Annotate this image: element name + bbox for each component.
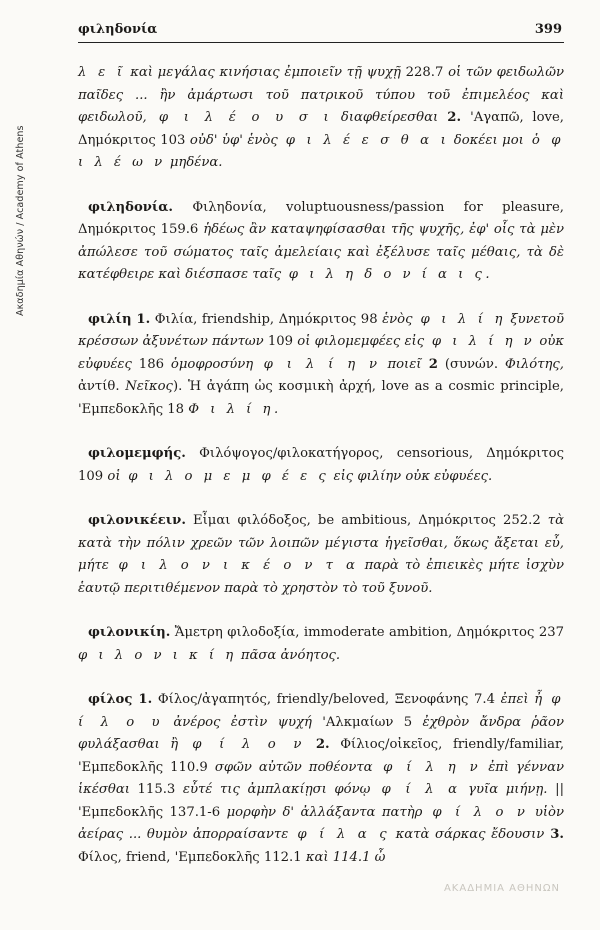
headword: φιληδονία. <box>88 199 174 215</box>
headword: φιλομεμφής. <box>88 446 186 461</box>
watermark: ΑΚΑΔΗΜΙΑ ΑΘΗΝΩΝ <box>443 883 560 894</box>
page-header <box>78 20 564 43</box>
page-number: 399 <box>534 22 562 37</box>
headword: φιλονικίη. <box>88 625 171 640</box>
headword: φιλονικέειν. <box>88 513 186 528</box>
headword: φιλίη <box>88 311 132 327</box>
side-credit <box>12 46 26 316</box>
running-head: φιληδονία <box>78 22 158 37</box>
entry-philos: φίλος 1. Φίλος/ἀγαπητός, friendly/beloved, Ξενοφάνης 7.4 ἐπεὶ ἦ φ ί λ ο υ ἀνέρος ἐστὶν ψυχή 'Αλκμαίων 5 ἐχθρὸν ἄνδρα ῥᾶον φυλάξασθαι ἢ φ ί λ ο ν 2. Φίλιος/οἰκεῖος, friendly/familiar, 'Εμπεδοκλῆς 110.9 σφῶν αὐτῶν ποθέοντα φ ί λ η ν ἐπὶ γένναν ἱκέσθαι 115.3 εὖτέ τις ἀμπλακίῃσι φόνῳ φ ί λ α γυῖα μιήνῃ. || 'Εμπεδοκλῆς 137.1-6 μορφὴν δ' ἀλλάξαντα πατὴρ φ ί λ ο ν υἱὸν ἀείρας ... θυμὸν ἀπορραίσαντε φ ί λ α ς κατὰ σάρκας ἔδουσιν 3. Φίλος, friend, 'Εμπεδοκλῆς 112.1 καὶ 114.1 ὦ <box>78 692 565 865</box>
entry-philonikeein: φιλονικέειν. Εἶμαι φιλόδοξος, be ambitious, Δημόκριτος 252.2 τὰ κατὰ τὴν πόλιν χρεῶν τῶν λοιπῶν μέγιστα ἡγεῖσθαι, ὅκως ἄξεται εὖ, μήτε φ ι λ ο ν ι κ έ ο ν τ α παρὰ τὸ ἐπιεικὲς μήτε ἰσχὺν ἑαυτῷ περιτιθέμενον παρὰ τὸ χρηστὸν τὸ τοῦ ξυνοῦ. <box>78 513 564 596</box>
entry-philie: φιλίη 1. Φιλία, friendship, Δημόκριτος 98 ἑνὸς φ ι λ ί η ξυνετοῦ κρέσσων ἀξυνέτων πάντων 109 οἱ φιλομεμφέες εἰς φ ι λ ί η ν οὐκ εὐφυέες 186 ὁμοφροσύνη φ ι λ ί η ν ποιεῖ 2 (συνών. Φιλότης, ἀντίθ. Νεῖκος). Ἡ ἀγάπη ὡς κοσμικὴ ἀρχή, love as a cosmic principle, 'Εμπεδοκλῆς 18 Φ ι λ ί η. <box>78 311 565 417</box>
entry-philidonia: φιληδονία. Φιληδονία, voluptuousness/passion for pleasure, Δημόκριτος 159.6 ἡδέως ἂν καταψηφίσασθαι τῆς ψυχῆς, ἐφ' οἷς τὰ μὲν ἀπώλεσε τοῦ σώματος ταῖς ἀμελείαις καὶ ἐξέλυσε ταῖς μέθαις, τὰ δὲ κατέφθειρε καὶ διέσπασε ταῖς φ ι λ η δ ο ν ί α ι ς. <box>78 199 564 282</box>
entry-philonikie: φιλονικίη. Ἄμετρη φιλοδοξία, immoderate ambition, Δημόκριτος 237 φ ι λ ο ν ι κ ί η πᾶσα ἀνόητος. <box>78 625 564 663</box>
headword: φίλος <box>88 692 133 707</box>
dictionary-body <box>78 62 564 891</box>
entry-philomemphes: φιλομεμφής. Φιλόψογος/φιλοκατήγορος, censorious, Δημόκριτος 109 οἱ φ ι λ ο μ ε μ φ έ ε ς εἰς φιλίην οὐκ εὐφυέες. <box>78 446 564 484</box>
entry-continuation: λ ε ῖ καὶ μεγάλας κινήσιας ἐμποιεῖν τῇ ψυχῇ 228.7 οἱ τῶν φειδωλῶν παῖδες ... ἢν ἀμάρτωσι τοῦ πατρικοῦ τύπου τοῦ ἐπιμελέος καὶ φειδωλοῦ, φ ι λ έ ο υ σ ι διαφθείρεσθαι 2. 'Αγαπῶ, love, Δημόκριτος 103 οὐδ' ὑφ' ἑνὸς φ ι λ έ ε σ θ α ι δοκέει μοι ὁ φ ι λ έ ω ν μηδένα. <box>78 65 565 170</box>
side-credit-text: Ακαδημία Αθηνών / Academy of Athens <box>15 125 26 316</box>
